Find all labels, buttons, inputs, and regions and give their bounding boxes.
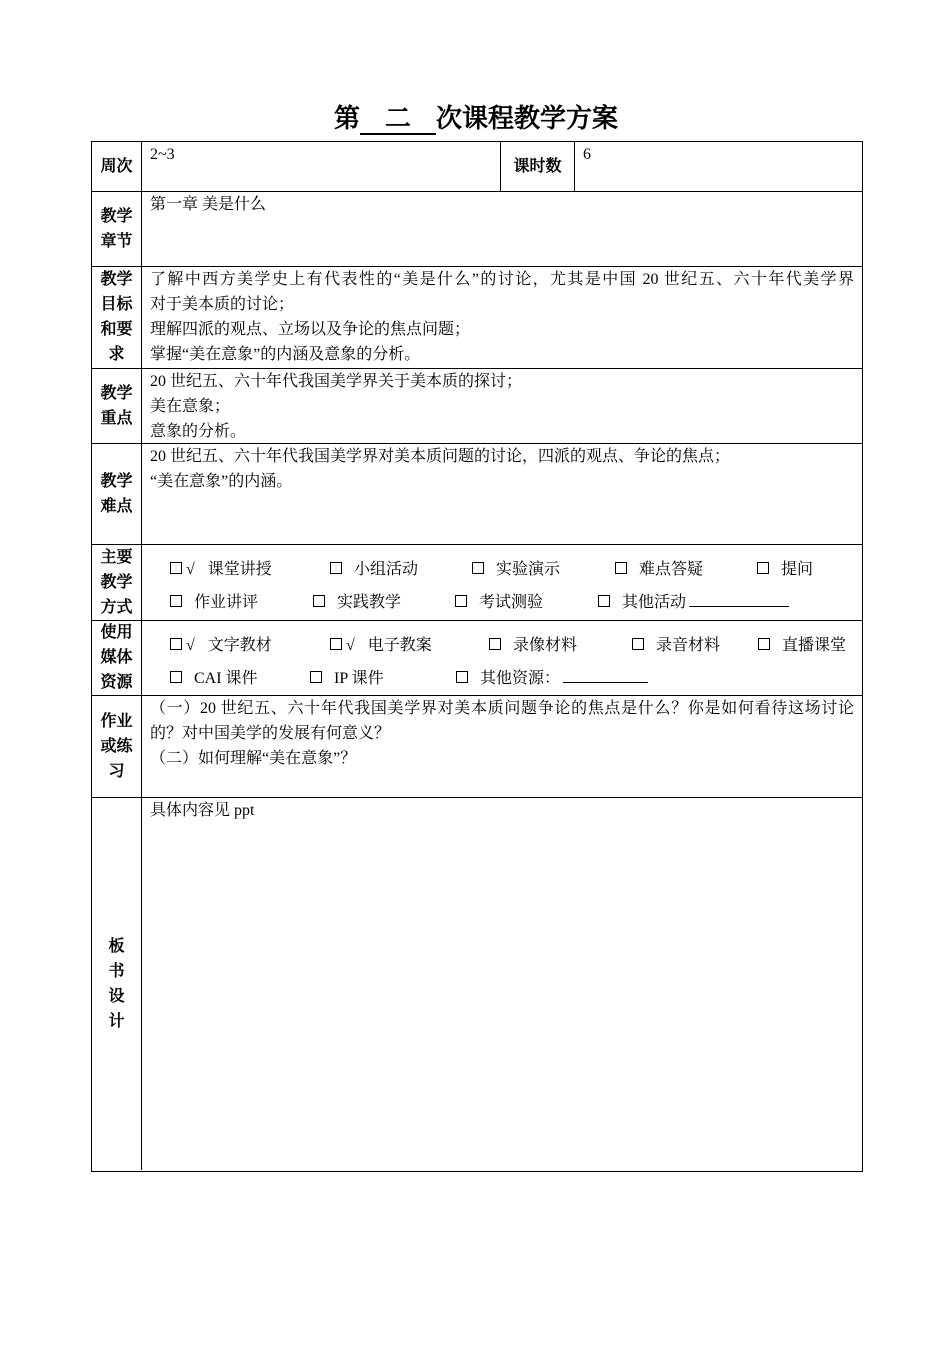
method-practice-teaching <box>313 586 401 619</box>
page-title <box>0 100 952 136</box>
label-line: 书 <box>108 962 125 980</box>
title-suffix: 次课程教学方案 <box>436 103 619 133</box>
label-line: 方式 <box>100 598 133 616</box>
hours-value-cell <box>575 142 862 191</box>
content-line: （一）20 世纪五、六十年代我国美学界对美本质问题争论的焦点是什么？你是如何看待这场讨论 <box>150 699 854 717</box>
difficulties-content <box>142 444 862 544</box>
content-line: 20 世纪五、六十年代我国美学界对美本质问题的讨论，四派的观点、争论的焦点； <box>150 447 731 465</box>
label-line: 设 <box>108 987 125 1005</box>
options-line <box>150 629 854 662</box>
option-label: 难点答疑 <box>639 560 704 578</box>
checkbox-icon <box>170 671 182 683</box>
homework-content <box>142 696 862 797</box>
chapter-row <box>92 191 862 266</box>
option-label: IP 课件 <box>334 669 384 687</box>
content-line: “美在意象”的内涵。 <box>150 472 293 490</box>
option-label: 其他资源： <box>480 669 561 687</box>
options-line <box>150 586 854 619</box>
media-resources-label <box>92 621 142 695</box>
content-line: 的？对中国美学的发展有何意义？ <box>150 724 391 742</box>
content-line: 对于美本质的讨论； <box>150 295 295 313</box>
content-line: 理解四派的观点、立场以及争论的焦点问题； <box>150 320 471 338</box>
chapter-content <box>142 192 862 266</box>
teaching-methods-row <box>92 544 862 620</box>
media-cai-courseware <box>170 662 258 695</box>
key-points-label <box>92 369 142 443</box>
difficulties-label <box>92 444 142 544</box>
media-video-material <box>489 629 577 662</box>
method-experiment-demo <box>472 553 560 586</box>
teaching-methods-options <box>142 545 862 620</box>
content-line: （二）如何理解“美在意象”？ <box>150 749 357 767</box>
week-value-cell <box>142 142 501 191</box>
method-exam-test <box>455 586 543 619</box>
media-audio-material <box>632 629 720 662</box>
label-line: 教学 <box>100 573 133 591</box>
option-label: 作业讲评 <box>194 593 259 611</box>
option-label: 录像材料 <box>513 636 578 654</box>
label-line: 资源 <box>100 674 133 691</box>
label-line: 教学 <box>100 271 133 288</box>
content-line: 意象的分析。 <box>150 422 247 440</box>
week-label <box>92 142 142 191</box>
content-line: 掌握“美在意象”的内涵及意象的分析。 <box>150 345 421 363</box>
board-design-label <box>92 798 142 1171</box>
label-line: 章节 <box>100 232 133 250</box>
checkbox-icon <box>758 638 770 650</box>
objectives-label <box>92 267 142 368</box>
content-line: 第一章 美是什么 <box>150 195 267 213</box>
option-label: 课堂讲授 <box>207 560 272 578</box>
label-line: 板 <box>108 937 125 955</box>
label-line: 教学 <box>100 207 133 225</box>
content-line: 了解中西方美学史上有代表性的“美是什么”的讨论，尤其是中国 20 世纪五、六十年代美学界 <box>150 270 854 288</box>
media-electronic-lesson-plan <box>330 629 432 662</box>
label-line: 习 <box>108 762 125 780</box>
homework-row <box>92 695 862 797</box>
title-prefix: 第 <box>333 103 360 133</box>
option-label: 其他活动 <box>622 593 687 611</box>
option-label: 实践教学 <box>337 593 402 611</box>
label-line: 重点 <box>100 409 133 427</box>
check-mark: √ <box>186 636 195 654</box>
options-line <box>150 662 854 695</box>
media-live-classroom <box>758 629 846 662</box>
method-difficulty-qa <box>615 553 703 586</box>
lesson-plan-table <box>91 141 863 1172</box>
label-line: 和要 <box>100 321 133 338</box>
hours-label <box>501 142 575 191</box>
checkbox-icon <box>455 595 467 607</box>
checkbox-icon <box>472 562 484 574</box>
label-line: 难点 <box>100 497 133 515</box>
checkbox-icon <box>456 671 468 683</box>
label-line: 课时数 <box>513 157 562 175</box>
check-mark: √ <box>346 636 355 654</box>
objectives-row <box>92 266 862 368</box>
label-line: 或练 <box>100 737 133 755</box>
label-line: 教学 <box>100 384 133 402</box>
options-line <box>150 553 854 586</box>
label-line: 主要 <box>100 548 133 566</box>
label-line: 周次 <box>100 157 133 175</box>
checkbox-icon <box>170 595 182 607</box>
method-lecture <box>170 553 272 586</box>
week-value: 2~3 <box>150 146 175 163</box>
label-line: 求 <box>108 346 125 363</box>
option-label: 电子教案 <box>367 636 432 654</box>
checkbox-icon <box>170 562 182 574</box>
checkbox-icon <box>170 638 182 650</box>
content-line: 美在意象； <box>150 397 231 415</box>
week-row <box>92 142 862 191</box>
chapter-label <box>92 192 142 266</box>
hours-value: 6 <box>583 146 591 163</box>
option-label: CAI 课件 <box>194 669 258 687</box>
checkbox-icon <box>330 562 342 574</box>
homework-label <box>92 696 142 797</box>
board-design-content <box>142 798 862 1171</box>
content-line: 20 世纪五、六十年代我国美学界关于美本质的探讨； <box>150 372 523 390</box>
option-label: 直播课堂 <box>782 636 847 654</box>
label-line: 目标 <box>100 296 133 313</box>
teaching-methods-label <box>92 545 142 620</box>
media-other-resources <box>456 662 648 695</box>
label-line: 计 <box>108 1012 125 1030</box>
label-line: 媒体 <box>100 649 133 666</box>
option-label: 小组活动 <box>354 560 419 578</box>
difficulties-row <box>92 443 862 544</box>
label-line: 使用 <box>100 624 133 641</box>
option-label: 提问 <box>781 560 814 578</box>
checkbox-icon <box>313 595 325 607</box>
checkbox-icon <box>757 562 769 574</box>
method-questioning <box>757 553 813 586</box>
key-points-row <box>92 368 862 443</box>
option-label: 录音材料 <box>656 636 721 654</box>
fill-in-blank <box>689 592 789 607</box>
label-line: 教学 <box>100 472 133 490</box>
board-design-row <box>92 797 862 1171</box>
checkbox-icon <box>615 562 627 574</box>
option-label: 文字教材 <box>207 636 272 654</box>
label-line: 作业 <box>100 712 133 730</box>
checkbox-icon <box>330 638 342 650</box>
media-ip-courseware <box>310 662 384 695</box>
fill-in-blank <box>563 668 648 683</box>
media-textbook <box>170 629 272 662</box>
method-other-activities <box>598 586 789 619</box>
option-label: 实验演示 <box>496 560 561 578</box>
checkbox-icon <box>489 638 501 650</box>
method-group-activity <box>330 553 418 586</box>
lesson-number: 二 <box>360 103 436 135</box>
key-points-content <box>142 369 862 443</box>
content-line: 具体内容见 ppt <box>150 801 255 819</box>
check-mark: √ <box>186 560 195 578</box>
checkbox-icon <box>598 595 610 607</box>
objectives-content <box>142 267 862 368</box>
checkbox-icon <box>310 671 322 683</box>
method-homework-review <box>170 586 258 619</box>
checkbox-icon <box>632 638 644 650</box>
media-resources-options <box>142 621 862 695</box>
media-resources-row <box>92 620 862 695</box>
option-label: 考试测验 <box>479 593 544 611</box>
